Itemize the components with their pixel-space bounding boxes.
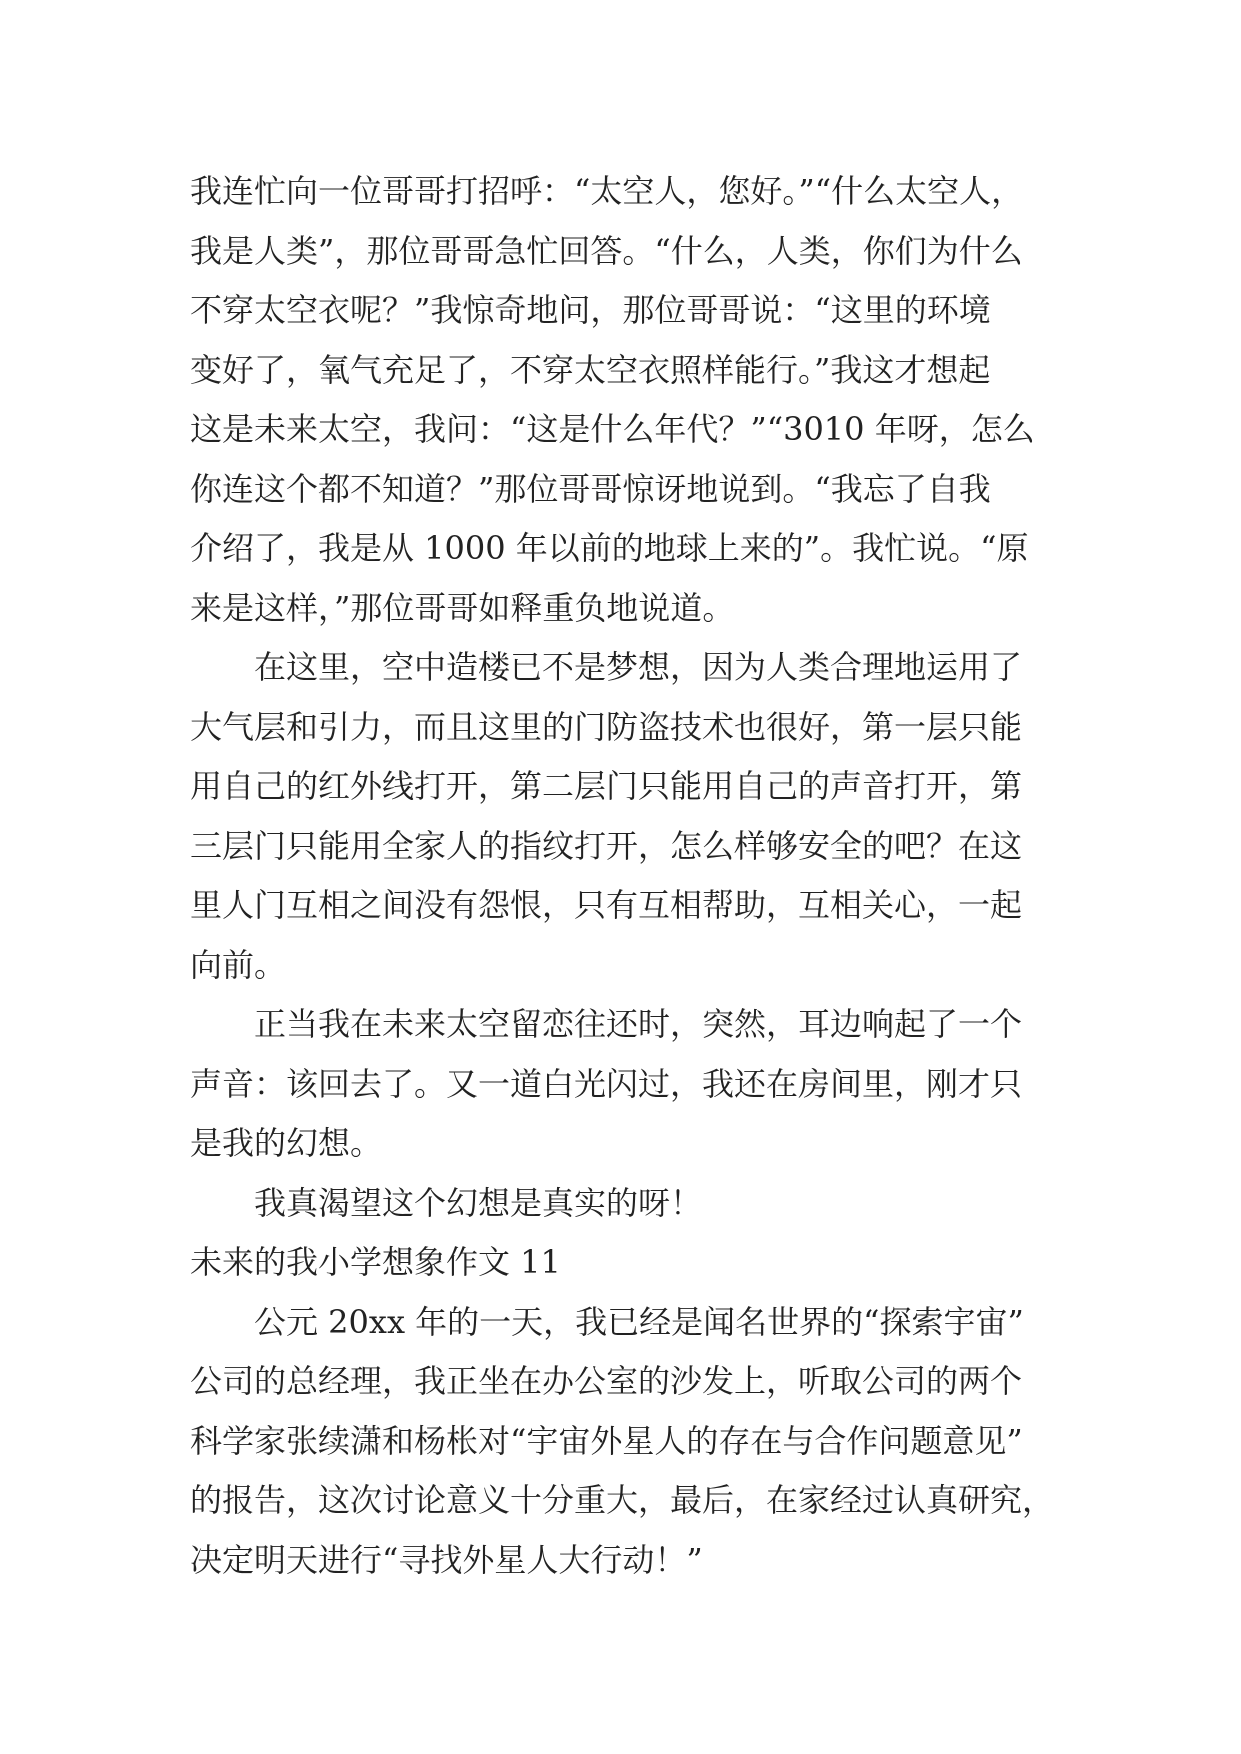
text-line: 用自己的红外线打开，第二层门只能用自己的声音打开，第 — [190, 767, 1023, 805]
text-line: 大气层和引力，而且这里的门防盗技术也很好，第一层只能 — [190, 707, 1023, 746]
text-line: 三层门只能用全家人的指纹打开，怎么样够安全的吧？在这 — [190, 826, 1023, 865]
text-line: 介绍了，我是从 1000 年以前的地球上来的”。我忙说。“原 — [190, 529, 1029, 567]
text-line: 里人门互相之间没有怨恨，只有互相帮助，互相关心，一起 — [190, 886, 1023, 924]
text-line: 正当我在未来太空留恋往还时，突然，耳边响起了一个 — [254, 1005, 1023, 1043]
document-body — [190, 162, 1070, 1590]
text-line: 向前。 — [190, 945, 287, 984]
text-line: 我是人类”，那位哥哥急忙回答。“什么，人类，你们为什么 — [190, 231, 1023, 270]
paragraph — [190, 162, 1070, 638]
paragraph — [190, 1293, 1070, 1591]
text-line: 你连这个都不知道？”那位哥哥惊讶地说到。“我忘了自我 — [190, 469, 991, 508]
text-line: 不穿太空衣呢？”我惊奇地问，那位哥哥说：“这里的环境 — [190, 291, 991, 329]
text-line: 决定明天进行“寻找外星人大行动！” — [190, 1540, 703, 1579]
text-line: 公司的总经理，我正坐在办公室的沙发上，听取公司的两个 — [190, 1362, 1023, 1400]
paragraph — [190, 638, 1070, 995]
text-line: 来是这样，”那位哥哥如释重负地说道。 — [190, 588, 735, 627]
text-line: 我连忙向一位哥哥打招呼：“太空人，您好。”“什么太空人， — [190, 172, 1024, 210]
text-line: 变好了，氧气充足了，不穿太空衣照样能行。”我这才想起 — [190, 350, 991, 389]
text-line: 是我的幻想。 — [190, 1124, 383, 1162]
text-line: 的报告，这次讨论意义十分重大，最后，在家经过认真研究， — [190, 1481, 1055, 1519]
text-line: 这是未来太空，我问：“这是什么年代？”“3010 年呀，怎么 — [190, 410, 1035, 448]
section-title: 未来的我小学想象作文 11 — [190, 1243, 561, 1281]
paragraph — [190, 995, 1070, 1174]
text-line: 声音：该回去了。又一道白光闪过，我还在房间里，刚才只 — [190, 1064, 1023, 1103]
text-line: 科学家张续潇和杨枨对“宇宙外星人的存在与合作问题意见” — [190, 1421, 1023, 1460]
text-line: 我真渴望这个幻想是真实的呀！ — [254, 1183, 703, 1222]
text-line: 在这里，空中造楼已不是梦想，因为人类合理地运用了 — [254, 648, 1023, 686]
paragraph — [190, 1174, 1070, 1234]
text-line: 公元 20xx 年的一天，我已经是闻名世界的“探索宇宙” — [254, 1302, 1024, 1341]
